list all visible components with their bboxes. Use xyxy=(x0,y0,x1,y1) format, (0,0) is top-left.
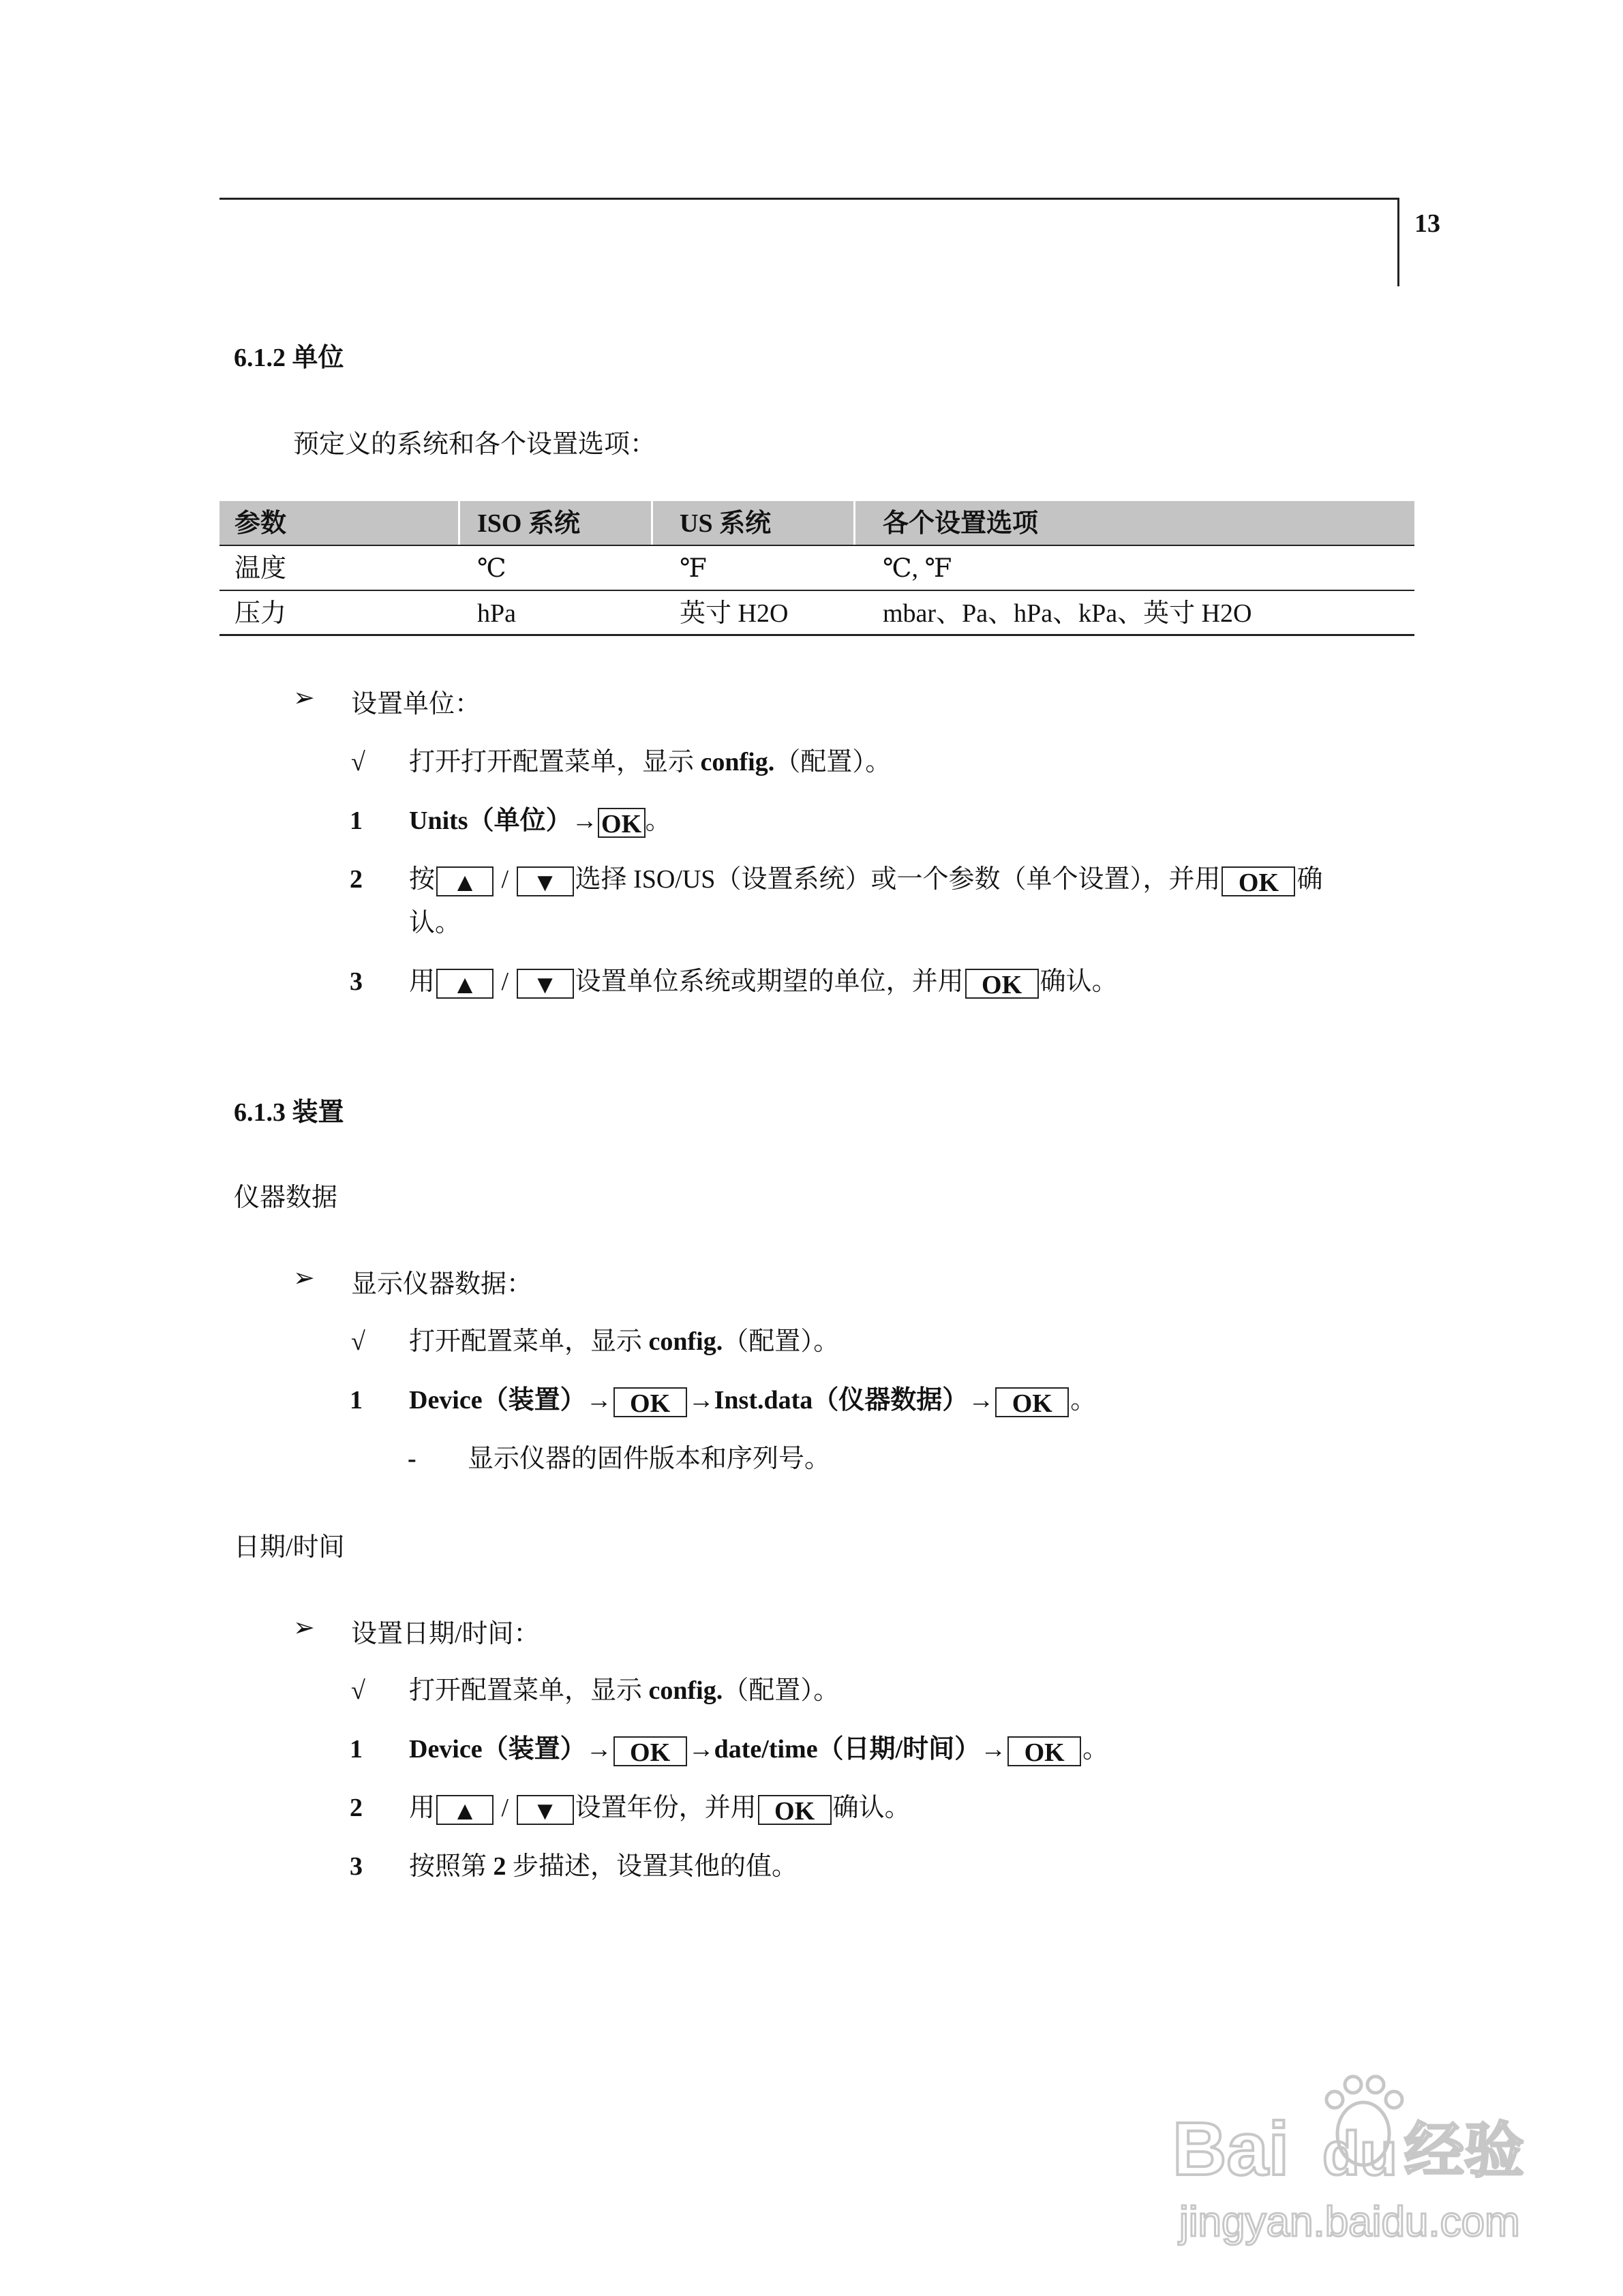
section-heading-6-1-2: 6.1.2 单位 xyxy=(234,344,344,372)
ok-key: OK xyxy=(995,1387,1069,1417)
ok-key: OK xyxy=(965,969,1039,999)
bullet-show-data: 显示仪器数据： xyxy=(351,1270,533,1299)
table-cell: 压力 xyxy=(234,599,287,628)
slash: / xyxy=(501,865,509,894)
date-step-2 xyxy=(409,1789,911,1827)
header-vertical-rule xyxy=(1397,198,1399,286)
step-1-units xyxy=(409,802,671,840)
table-header-cell: 参数 xyxy=(234,509,287,538)
step-number: 1 xyxy=(350,806,363,835)
step-1-device xyxy=(409,1381,1096,1419)
header-rule xyxy=(219,198,1399,200)
bullet-arrow-icon: ➢ xyxy=(293,1614,315,1642)
watermark-logo-icon xyxy=(1159,2066,1541,2270)
up-arrow-key: ▲ xyxy=(436,866,494,896)
watermark-brand-2: du xyxy=(1322,2120,1397,2188)
step-text: 设置年份，并用 xyxy=(575,1794,757,1822)
step-number: 1 xyxy=(350,1735,363,1764)
step-end: 。 xyxy=(1082,1735,1109,1764)
page-number: 13 xyxy=(1414,209,1440,238)
ok-key: OK xyxy=(1007,1736,1081,1766)
watermark-cn: 经验 xyxy=(1404,2115,1525,2186)
table-cell: ℃ xyxy=(477,554,506,583)
prereq-text: 打开打开配置菜单，显示 xyxy=(409,748,701,776)
step-text: 确 xyxy=(1296,865,1323,894)
table-cell: hPa xyxy=(477,599,516,628)
date-step-3 xyxy=(409,1847,798,1886)
step-text: Device（装置）→ xyxy=(409,1735,612,1764)
subheading-date-time: 日期/时间 xyxy=(234,1533,345,1562)
step-end: 。 xyxy=(645,806,671,835)
bullet-arrow-icon: ➢ xyxy=(293,1264,315,1293)
dash: - xyxy=(408,1445,416,1473)
step-number: 2 xyxy=(350,1794,363,1822)
step-text: 确认。 xyxy=(832,1794,911,1822)
up-arrow-key: ▲ xyxy=(436,969,494,999)
bullet-set-date: 设置日期/时间： xyxy=(351,1620,540,1648)
section-heading-6-1-3: 6.1.3 装置 xyxy=(234,1098,344,1127)
step-text: 按照第 xyxy=(409,1852,494,1881)
step-text: 用 xyxy=(409,967,436,996)
step-text: 设置单位系统或期望的单位，并用 xyxy=(575,967,964,996)
step-text: 用 xyxy=(409,1794,436,1822)
table-cell: 英寸 H2O xyxy=(680,599,789,628)
step-text: Units（单位）→ xyxy=(409,806,598,835)
step-text: 步描述，设置其他的值。 xyxy=(506,1852,798,1881)
step-text: 按 xyxy=(409,865,436,894)
step-2-wrap: 认。 xyxy=(409,909,461,937)
step-3-set xyxy=(409,963,1118,1001)
step-text: Device（装置）→ xyxy=(409,1386,612,1415)
table-cell: ℉ xyxy=(680,554,707,583)
step-number: 1 xyxy=(350,1386,363,1415)
slash: / xyxy=(501,967,509,996)
ok-key: OK xyxy=(598,808,646,838)
step-number: 2 xyxy=(350,865,363,894)
table-cell: 温度 xyxy=(234,554,287,583)
down-arrow-key: ▼ xyxy=(517,969,574,999)
step-text: 确认。 xyxy=(1040,967,1118,996)
prereq-suffix: （配置）。 xyxy=(723,1327,840,1356)
table-cell: ℃, ℉ xyxy=(883,554,952,583)
table-row xyxy=(219,546,1414,591)
slash: / xyxy=(501,1794,509,1822)
step-text: 选择 ISO/US（设置系统）或一个参数（单个设置），并用 xyxy=(575,865,1221,894)
check-mark: √ xyxy=(351,748,365,776)
baidu-jingyan-watermark xyxy=(1159,2066,1541,2270)
table-row xyxy=(219,591,1414,636)
table-header-row xyxy=(219,501,1414,546)
step-2-select xyxy=(409,860,1322,898)
step-number: 3 xyxy=(350,967,363,996)
down-arrow-key: ▼ xyxy=(517,1795,574,1825)
prereq-suffix: （配置）。 xyxy=(723,1676,840,1705)
up-arrow-key: ▲ xyxy=(436,1795,494,1825)
ok-key: OK xyxy=(613,1736,687,1766)
table-header-cell: ISO 系统 xyxy=(477,509,580,538)
step-text: →Inst.data（仪器数据）→ xyxy=(688,1386,995,1415)
check-mark: √ xyxy=(351,1676,365,1705)
prereq-config: config. xyxy=(700,748,775,776)
table-cell: mbar、Pa、hPa、kPa、英寸 H2O xyxy=(883,599,1252,628)
step-text: →date/time（日期/时间）→ xyxy=(688,1735,1007,1764)
prereq-line xyxy=(409,1323,839,1361)
table-header-cell: 各个设置选项 xyxy=(883,509,1039,538)
prereq-config: config. xyxy=(648,1676,723,1705)
ok-key: OK xyxy=(758,1795,832,1825)
table-header-cell: US 系统 xyxy=(680,509,772,538)
watermark-url: jingyan.baidu.com xyxy=(1179,2199,1520,2246)
prereq-text: 打开配置菜单，显示 xyxy=(409,1676,649,1705)
subheading-instrument-data: 仪器数据 xyxy=(234,1183,338,1212)
step-bold-number: 2 xyxy=(493,1852,506,1881)
prereq-config: config. xyxy=(648,1327,723,1356)
prereq-text: 打开配置菜单，显示 xyxy=(409,1327,649,1356)
check-mark: √ xyxy=(351,1327,365,1356)
prereq-line xyxy=(409,1672,839,1710)
prereq-suffix: （配置）。 xyxy=(774,748,892,776)
step-number: 3 xyxy=(350,1852,363,1881)
ok-key: OK xyxy=(1222,866,1295,896)
dash-text: 显示仪器的固件版本和序列号。 xyxy=(468,1445,831,1473)
bullet-arrow-icon: ➢ xyxy=(293,684,315,712)
step-end: 。 xyxy=(1070,1386,1097,1415)
units-table xyxy=(219,501,1414,636)
ok-key: OK xyxy=(613,1387,687,1417)
date-step-1 xyxy=(409,1730,1108,1768)
bullet-set-units: 设置单位： xyxy=(351,690,481,719)
watermark-brand: Bai xyxy=(1172,2107,1290,2191)
intro-text: 预定义的系统和各个设置选项： xyxy=(293,430,656,459)
down-arrow-key: ▼ xyxy=(517,866,574,896)
prereq-line xyxy=(409,743,891,781)
